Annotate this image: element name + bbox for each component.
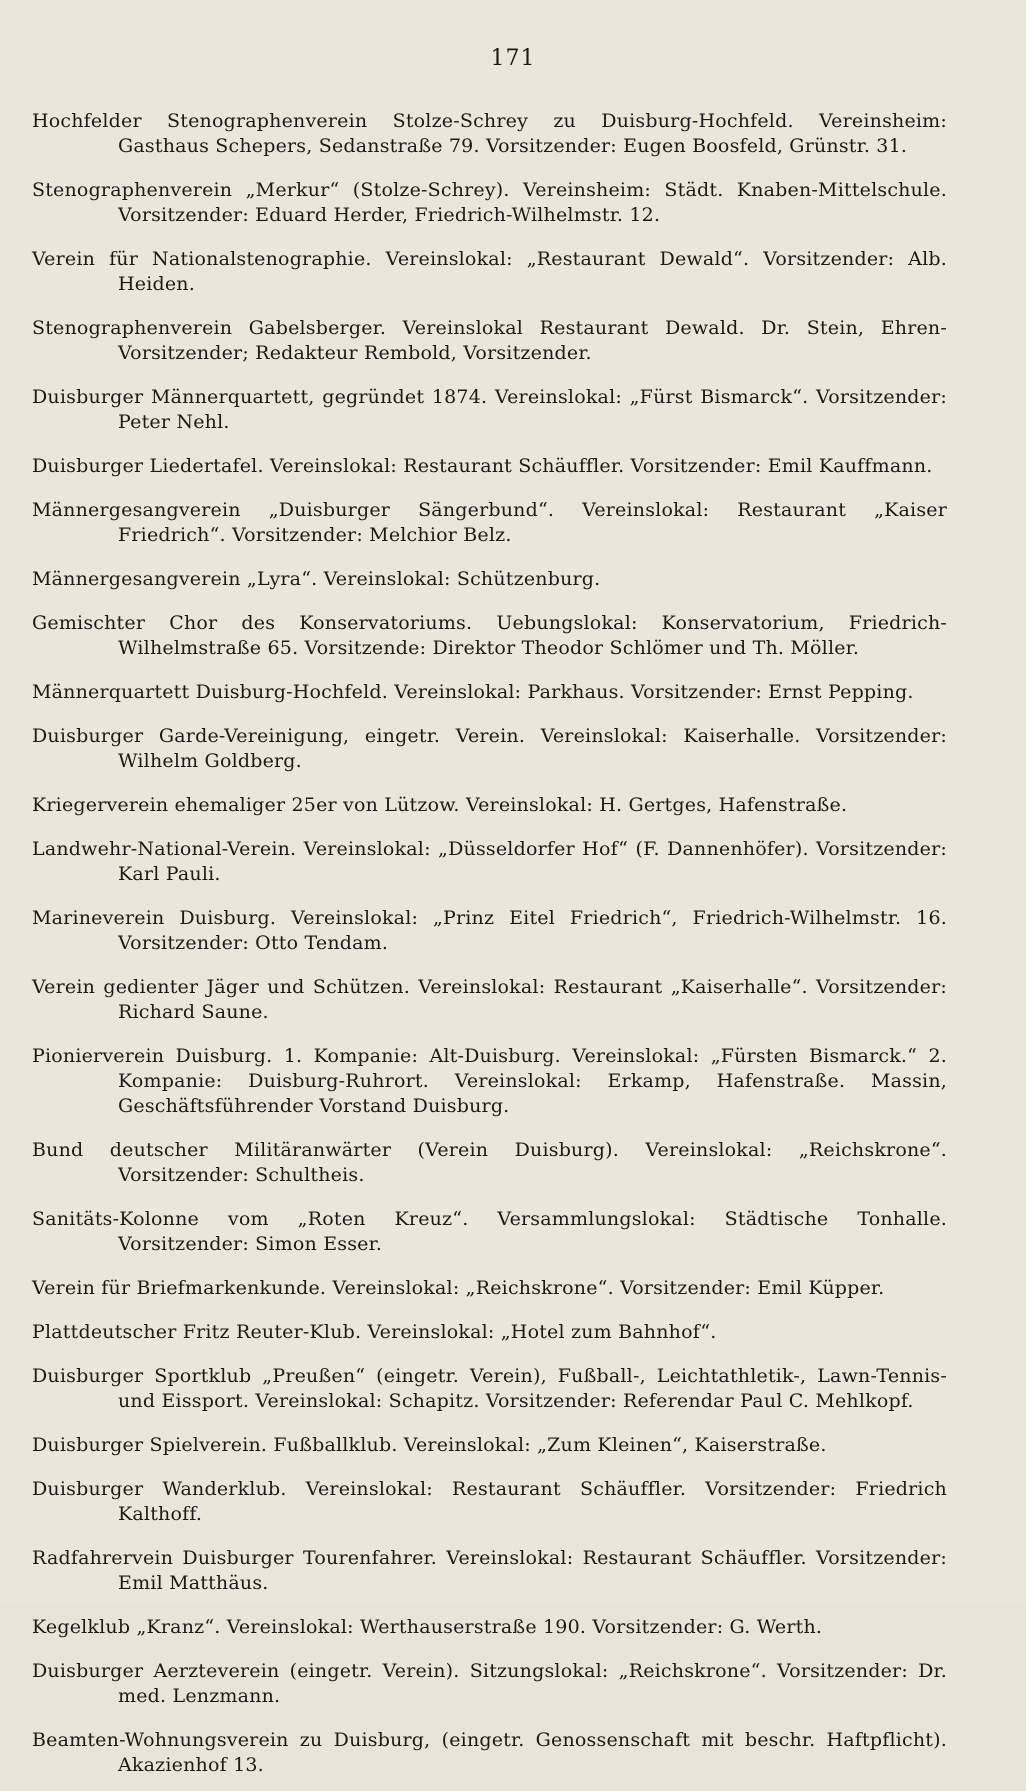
list-item: Männerquartett Duisburg-Hochfeld. Vereinslokal: Parkhaus. Vorsitzender: Ernst Pepping. bbox=[32, 681, 914, 703]
list-item: Hochfelder Stenographenverein Stolze-Schrey zu Duisburg-Hochfeld. Vereinsheim: Gasthaus Schepers, Sedanstraße 79. Vorsitzender: Eugen Boosfeld, Grünstr. 31. bbox=[32, 110, 947, 157]
list-item: Bund deutscher Militäranwärter (Verein Duisburg). Vereinslokal: „Reichskrone“. Vorsitzender: Schultheis. bbox=[32, 1139, 947, 1186]
list-item: Stenographenverein „Merkur“ (Stolze-Schrey). Vereinsheim: Städt. Knaben-Mittelschule. Vorsitzender: Eduard Herder, Friedrich-Wilhelmstr. 12. bbox=[32, 179, 947, 226]
list-item: Duisburger Sportklub „Preußen“ (eingetr. Verein), Fußball-, Leichtathletik-, Lawn-Tennis- und Eissport. Vereinslokal: Schapitz. Vorsitzender: Referendar Paul C. Mehlkopf. bbox=[32, 1365, 947, 1412]
list-item: Beamten-Wohnungsverein zu Duisburg, (eingetr. Genossenschaft mit beschr. Haftpflicht). Akazienhof 13. bbox=[32, 1729, 947, 1776]
list-item: Landwehr-National-Verein. Vereinslokal: „Düsseldorfer Hof“ (F. Dannenhöfer). Vorsitzender: Karl Pauli. bbox=[32, 838, 947, 885]
list-item: Duisburger Liedertafel. Vereinslokal: Restaurant Schäuffler. Vorsitzender: Emil Kauffmann. bbox=[32, 455, 933, 477]
list-item: Plattdeutscher Fritz Reuter-Klub. Vereinslokal: „Hotel zum Bahnhof“. bbox=[32, 1321, 717, 1343]
list-item: Stenographenverein Gabelsberger. Vereinslokal Restaurant Dewald. Dr. Stein, Ehren-Vorsitzender; Redakteur Rembold, Vorsitzender. bbox=[32, 317, 947, 364]
list-item: Sanitäts-Kolonne vom „Roten Kreuz“. Versammlungslokal: Städtische Tonhalle. Vorsitzender: Simon Esser. bbox=[32, 1208, 947, 1255]
list-item: Verein für Nationalstenographie. Vereinslokal: „Restaurant Dewald“. Vorsitzender: Alb. Heiden. bbox=[32, 248, 947, 295]
list-item: Gemischter Chor des Konservatoriums. Uebungslokal: Konservatorium, Friedrich-Wilhelmstraße 65. Vorsitzende: Direktor Theodor Schlömer und Th. Möller. bbox=[32, 612, 947, 659]
list-item: Radfahrervein Duisburger Tourenfahrer. Vereinslokal: Restaurant Schäuffler. Vorsitzender: Emil Matthäus. bbox=[32, 1547, 947, 1594]
list-item: Duisburger Aerzteverein (eingetr. Verein). Sitzungslokal: „Reichskrone“. Vorsitzender: Dr. med. Lenzmann. bbox=[32, 1660, 947, 1707]
list-item: Duisburger Spielverein. Fußballklub. Vereinslokal: „Zum Kleinen“, Kaiserstraße. bbox=[32, 1434, 827, 1456]
list-item: Kriegerverein ehemaliger 25er von Lützow. Vereinslokal: H. Gertges, Hafenstraße. bbox=[32, 794, 848, 816]
list-item: Pionierverein Duisburg. 1. Kompanie: Alt-Duisburg. Vereinslokal: „Fürsten Bismarck.“ 2. Kompanie: Duisburg-Ruhrort. Vereinslokal: Erkamp, Hafenstraße. Massin, Geschäftsführender Vorstand Duisburg. bbox=[32, 1045, 947, 1117]
list-item: Verein für Briefmarkenkunde. Vereinslokal: „Reichskrone“. Vorsitzender: Emil Küpper. bbox=[32, 1277, 885, 1299]
list-item: Männergesangverein „Duisburger Sängerbund“. Vereinslokal: Restaurant „Kaiser Friedrich“. Vorsitzender: Melchior Belz. bbox=[32, 499, 947, 546]
list-item: Duisburger Männerquartett, gegründet 1874. Vereinslokal: „Fürst Bismarck“. Vorsitzender: Peter Nehl. bbox=[32, 386, 947, 433]
list-item: Verein gedienter Jäger und Schützen. Vereinslokal: Restaurant „Kaiserhalle“. Vorsitzender: Richard Saune. bbox=[32, 976, 947, 1023]
list-item: Männergesangverein „Lyra“. Vereinslokal: Schützenburg. bbox=[32, 568, 601, 590]
list-item: Duisburger Wanderklub. Vereinslokal: Restaurant Schäuffler. Vorsitzender: Friedrich Kalthoff. bbox=[32, 1478, 947, 1525]
association-list bbox=[32, 90, 947, 1791]
list-item: Marineverein Duisburg. Vereinslokal: „Prinz Eitel Friedrich“, Friedrich-Wilhelmstr. 16. Vorsitzender: Otto Tendam. bbox=[32, 907, 947, 954]
page-number: 171 bbox=[490, 46, 536, 71]
list-item: Kegelklub „Kranz“. Vereinslokal: Werthauserstraße 190. Vorsitzender: G. Werth. bbox=[32, 1616, 823, 1638]
list-item: Duisburger Garde-Vereinigung, eingetr. Verein. Vereinslokal: Kaiserhalle. Vorsitzender: Wilhelm Goldberg. bbox=[32, 725, 947, 772]
